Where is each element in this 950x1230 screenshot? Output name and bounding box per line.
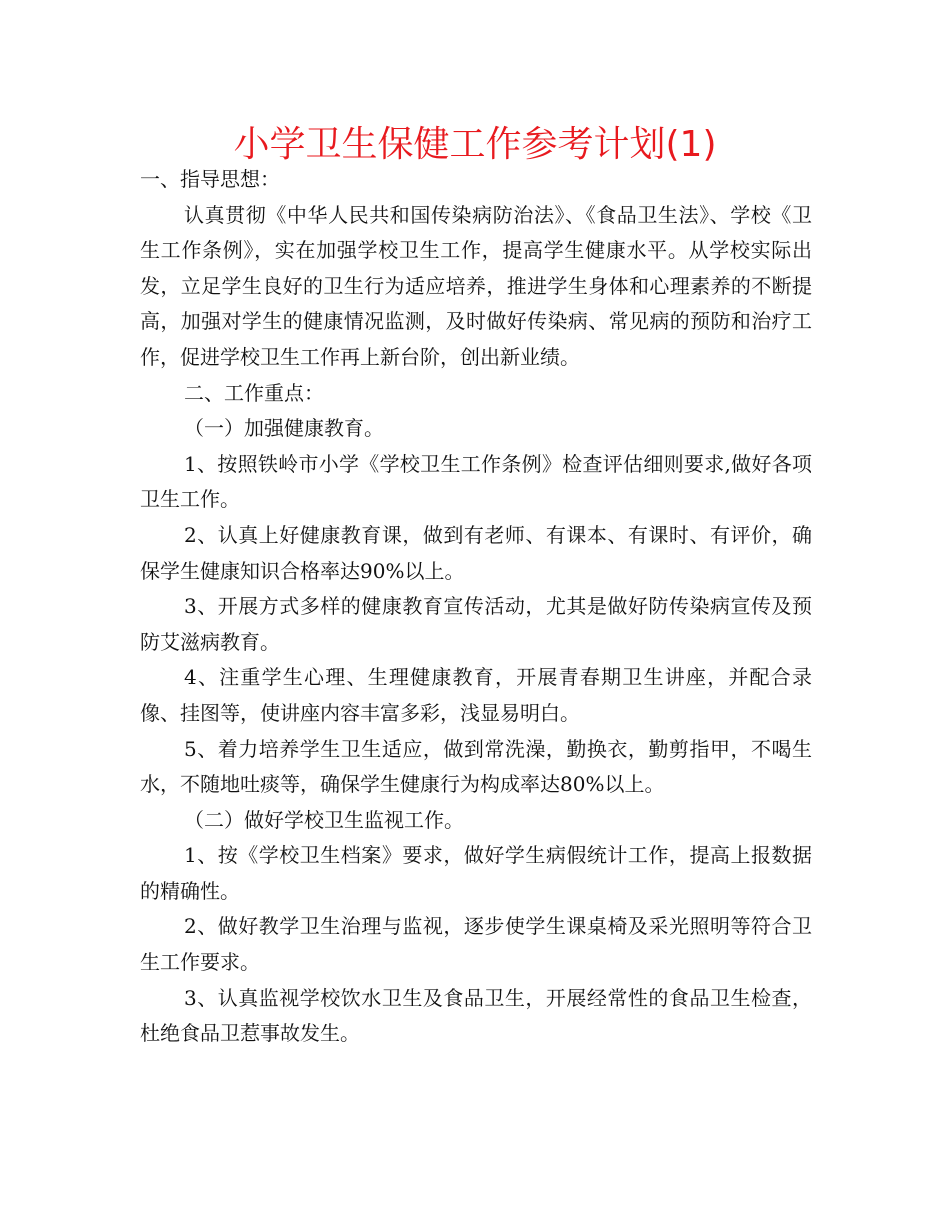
page-title: 小学卫生保健工作参考计划(1) — [233, 124, 717, 165]
section-heading-guiding-ideology: 一、指导思想： — [140, 167, 280, 191]
section-heading-work-focus: 二、工作重点： — [184, 380, 324, 405]
document-body — [140, 162, 812, 1052]
list-item: 4、注重学生心理、生理健康教育，开展青春期卫生讲座，并配合录像、挂图等，使讲座内容丰富多彩，浅显易明白。 — [140, 665, 812, 725]
list-item: 1、按照铁岭市小学《学校卫生工作条例》检查评估细则要求,做好各项卫生工作。 — [140, 451, 812, 512]
list-item: 1、按《学校卫生档案》要求，做好学生病假统计工作，提高上报数据的精确性。 — [140, 843, 812, 903]
subsection-heading-health-education: （一）加强健康教育。 — [184, 416, 384, 441]
list-item: 2、做好教学卫生治理与监视，逐步使学生课桌椅及采光照明等符合卫生工作要求。 — [140, 914, 812, 975]
list-item: 3、开展方式多样的健康教育宣传活动，尤其是做好防传染病宣传及预防艾滋病教育。 — [140, 594, 812, 654]
list-item: 3、认真监视学校饮水卫生及食品卫生，开展经常性的食品卫生检查，杜绝食品卫惹事故发生。 — [140, 985, 812, 1046]
list-item: 2、认真上好健康教育课，做到有老师、有课本、有课时、有评价，确保学生健康知识合格率达90%以上。 — [140, 522, 812, 583]
paragraph-guiding-ideology: 认真贯彻《中华人民共和国传染病防治法》、《食品卫生法》、学校《卫生工作条例》，实在加强学校卫生工作，提高学生健康水平。从学校实际出发，立足学生良好的卫生行为适应培养，推进学生身体和心理素养的不断提高，加强对学生的健康情况监测，及时做好传染病、常见病的预防和治疗工作，促进学校卫生工作再上新台阶，创出新业绩。 — [140, 202, 812, 369]
list-item: 5、着力培养学生卫生适应，做到常洗澡，勤换衣，勤剪指甲，不喝生水，不随地吐痰等，确保学生健康行为构成率达80%以上。 — [140, 736, 812, 797]
subsection-heading-hygiene-supervision: （二）做好学校卫生监视工作。 — [184, 807, 464, 832]
